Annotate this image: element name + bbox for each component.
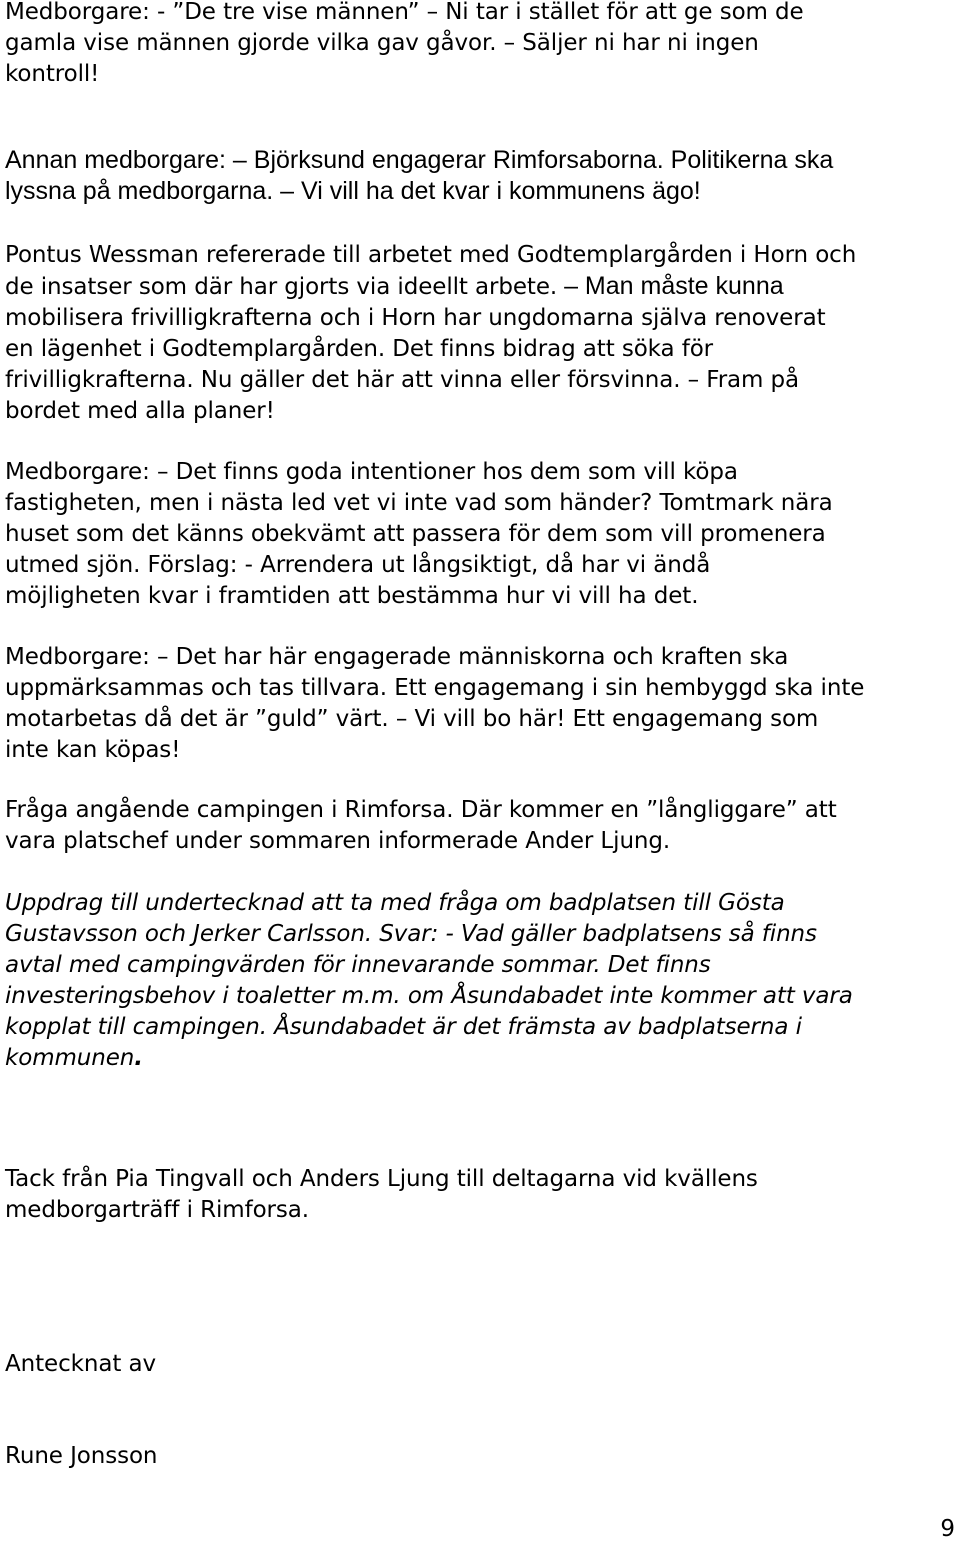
text-line (5, 1043, 955, 1074)
page-number: 9 (940, 1516, 955, 1542)
text-line: utmed sjön. Förslag: - Arrendera ut långsiktigt, då har vi ändå (5, 552, 711, 578)
paragraph-other-citizen (5, 145, 955, 207)
text-line: investeringsbehov i toaletter m.m. om Åsundabadet inte kommer att vara (5, 983, 853, 1009)
text-line: Gustavsson och Jerker Carlsson. Svar: - Vad gäller badplatsens så finns (5, 921, 817, 947)
text-line: huset som det känns obekvämt att passera för dem som vill promenera (5, 521, 826, 547)
text-line: Fråga angående campingen i Rimforsa. Där kommer en ”långliggare” att (5, 797, 837, 823)
text-line: motarbetas då det är ”guld” värt. – Vi vill bo här! Ett engagemang som (5, 706, 819, 732)
text-segment: . (134, 1045, 143, 1071)
text-line: kontroll! (5, 61, 100, 87)
text-line: inte kan köpas! (5, 737, 181, 763)
text-line: avtal med campingvärden för innevarande sommar. Det finns (5, 952, 711, 978)
text-line: Pontus Wessman refererade till arbetet med Godtemplargården i Horn och (5, 242, 857, 268)
text-line: gamla vise männen gjorde vilka gav gåvor. – Säljer ni har ni ingen (5, 30, 759, 56)
paragraph-assignment-bathing-site (5, 888, 955, 1074)
text-line: Antecknat av (5, 1351, 156, 1377)
paragraph-good-intentions (5, 457, 955, 612)
text-line: Medborgare: – Det finns goda intentioner hos dem som vill köpa (5, 459, 738, 485)
paragraph-pontus-wessman (5, 240, 955, 427)
text-line: Tack från Pia Tingvall och Anders Ljung till deltagarna vid kvällens (5, 1166, 758, 1192)
text-line: Rune Jonsson (5, 1443, 158, 1469)
paragraph-citizen-wise-men (5, 0, 955, 90)
text-line: mobilisera frivilligkrafterna och i Horn har ungdomarna själva renoverat (5, 305, 826, 331)
text-line: kopplat till campingen. Åsundabadet är det främsta av badplatserna i (5, 1014, 802, 1040)
document-page (5, 0, 955, 1543)
text-line: Medborgare: – Det har här engagerade människorna och kraften ska (5, 644, 789, 670)
text-line: Annan medborgare: – Björksund engagerar Rimforsaborna. Politikerna ska (5, 146, 834, 174)
text-line: lyssna på medborgarna. – Vi vill ha det kvar i kommunens ägo! (5, 177, 701, 205)
text-segment: de insatser som där har gjorts via ideellt arbete. (5, 274, 558, 300)
text-line: Medborgare: - ”De tre vise männen” – Ni tar i stället för att ge som de (5, 0, 804, 25)
text-line: en lägenhet i Godtemplargården. Det finns bidrag att söka för (5, 336, 714, 362)
text-line: frivilligkrafterna. Nu gäller det här att vinna eller försvinna. – Fram på (5, 367, 800, 393)
text-line: uppmärksammas och tas tillvara. Ett engagemang i sin hembyggd ska inte (5, 675, 865, 701)
text-line: Uppdrag till undertecknad att ta med fråga om badplatsen till Gösta (5, 890, 785, 916)
paragraph-engagement (5, 642, 955, 766)
paragraph-camping (5, 795, 955, 857)
signature-name (5, 1441, 955, 1472)
text-line (5, 271, 955, 303)
text-line: möjligheten kvar i framtiden att bestämma hur vi vill ha det. (5, 583, 699, 609)
text-segment: – Man måste kunna (557, 272, 784, 300)
text-segment: kommunen (5, 1045, 135, 1071)
paragraph-thanks (5, 1164, 955, 1226)
text-line: bordet med alla planer! (5, 398, 275, 424)
text-line: vara platschef under sommaren informerade Ander Ljung. (5, 828, 671, 854)
text-line: fastigheten, men i nästa led vet vi inte vad som händer? Tomtmark nära (5, 490, 833, 516)
signature-label (5, 1349, 955, 1380)
text-line: medborgarträff i Rimforsa. (5, 1197, 309, 1223)
